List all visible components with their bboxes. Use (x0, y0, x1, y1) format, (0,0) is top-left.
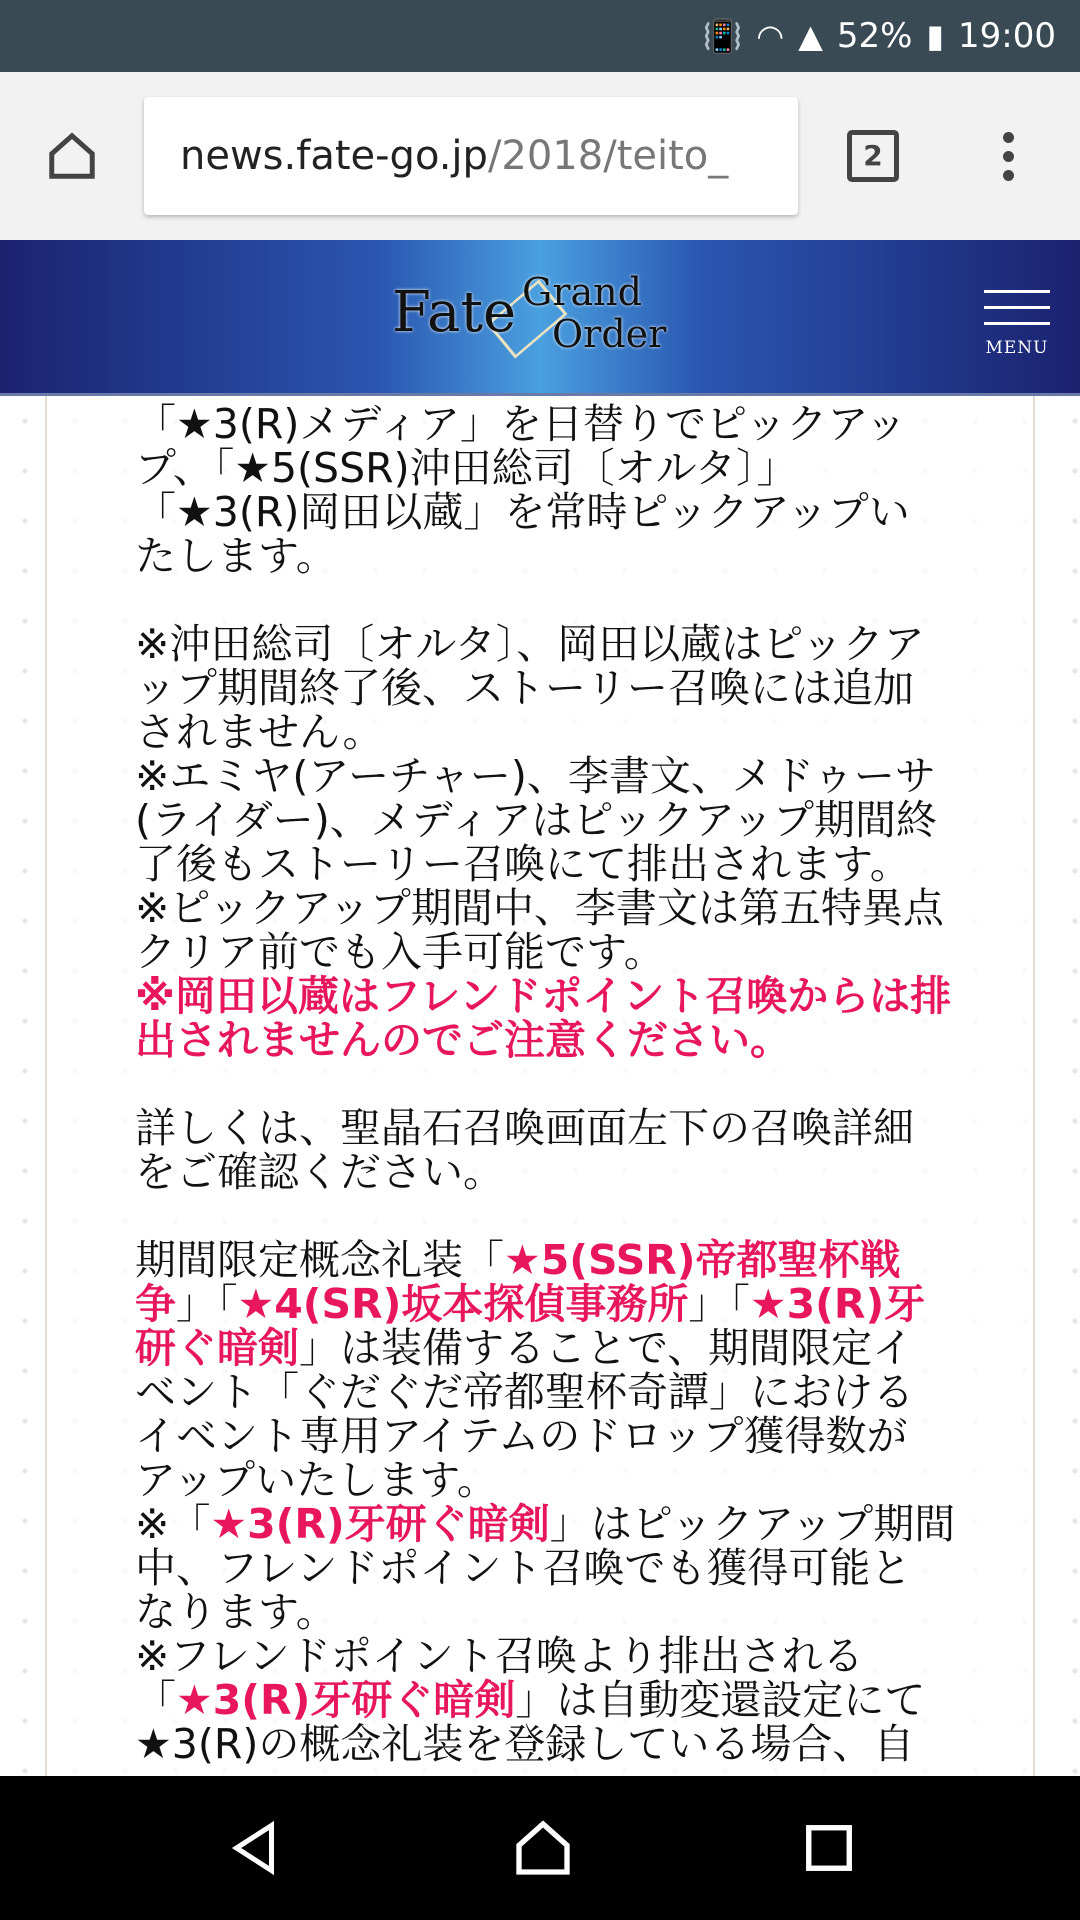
highlight-text: ★3(R)牙研ぐ暗剣 (176, 1676, 516, 1724)
text-line (135, 886, 955, 930)
text-line (135, 578, 955, 622)
browser-toolbar (0, 72, 1080, 240)
text-line: プ、「★5(SSR)沖田総司〔オルタ〕」 (135, 444, 798, 492)
body-text: アップいたします。 (135, 1456, 498, 1504)
menu-button[interactable] (984, 290, 1050, 358)
highlight-text: ★3(R)牙 (749, 1280, 926, 1328)
more-options-button[interactable] (948, 132, 1068, 181)
url-field[interactable] (144, 97, 798, 215)
text-line (135, 1194, 955, 1238)
body-text: ※エミヤ(アーチャー)、李書文、メドゥーサ (135, 752, 936, 800)
body-text: ベント「ぐだぐだ帝都聖杯奇譚」における (135, 1368, 914, 1416)
body-text: なります。 (135, 1588, 337, 1636)
highlight-text: 出されませんのでご注意ください。 (135, 1016, 791, 1064)
body-text: 中、フレンドポイント召喚でも獲得可能と (135, 1544, 912, 1592)
body-text: されません。 (135, 708, 384, 756)
body-text: ※ピックアップ期間中、李書文は第五特異点 (135, 884, 944, 932)
text-line (135, 1678, 955, 1722)
text-line: 「★3(R)岡田以蔵」を常時ピックアップい (135, 488, 910, 536)
text-line (135, 710, 955, 754)
battery-charging-icon: ▮ (926, 17, 945, 55)
home-button[interactable] (0, 129, 144, 183)
back-icon[interactable] (224, 1818, 284, 1878)
highlight-text: 研ぐ暗剣 (135, 1324, 299, 1372)
status-bar (0, 0, 1080, 72)
body-text: ※沖田総司〔オルタ〕、岡田以蔵はピックア (135, 620, 925, 668)
text-line (135, 1150, 955, 1194)
body-text: 」はピックアップ期間 (549, 1500, 956, 1548)
body-text: 詳しくは、聖晶石召喚画面左下の召喚詳細 (135, 1104, 914, 1152)
body-text: たします。 (135, 532, 337, 580)
body-text: イベント専用アイテムのドロップ獲得数が (135, 1412, 908, 1460)
battery-percent: 52% (836, 16, 913, 56)
text-line (135, 798, 955, 842)
text-line (135, 1282, 955, 1326)
android-nav-bar (0, 1776, 1080, 1920)
text-line (135, 974, 955, 1018)
text-line (135, 842, 955, 886)
body-text: 」「 (688, 1280, 750, 1328)
body-text: 」は装備することで、期間限定イ (299, 1324, 914, 1372)
url-path: /2018/teito_ (487, 133, 729, 179)
text-line (135, 1326, 955, 1370)
text-line (135, 1370, 955, 1414)
text-line (135, 1634, 955, 1678)
body-text: をご確認ください。 (135, 1148, 504, 1196)
text-line (135, 666, 955, 710)
url-domain: news.fate-go.jp (180, 133, 488, 179)
body-text: (ライダー)、メディアはピックアップ期間終 (135, 796, 937, 844)
text-line (135, 1458, 955, 1502)
body-text: 」は自動変還設定にて (515, 1676, 926, 1724)
text-line (135, 1546, 955, 1590)
clock: 19:00 (958, 16, 1056, 56)
home-icon[interactable] (511, 1816, 575, 1880)
body-text: 「 (135, 1676, 176, 1724)
text-line (135, 1238, 955, 1282)
text-line (135, 1722, 955, 1766)
signal-icon: ▲ (798, 17, 823, 55)
text-line (135, 754, 955, 798)
text-line (135, 534, 955, 578)
vibrate-icon: 📳 (702, 17, 743, 55)
text-line (135, 1106, 955, 1150)
body-text: ップ期間終了後、ストーリー召喚には追加 (135, 664, 914, 712)
hamburger-icon (984, 290, 1050, 293)
body-text: ※フレンドポイント召喚より排出される (135, 1632, 864, 1680)
highlight-text: ※岡田以蔵はフレンドポイント召喚からは排 (135, 972, 952, 1020)
highlight-text: ★5(SSR)帝都聖杯戦 (504, 1236, 901, 1284)
tab-switcher-button[interactable] (798, 130, 948, 182)
tab-count: 2 (847, 130, 899, 182)
body-text: ★3(R)の概念礼装を登録している場合、自 (135, 1720, 915, 1768)
text-line: 「★3(R)メディア」を日替りでピックアッ (135, 400, 907, 448)
site-header (0, 240, 1080, 396)
body-text: 了後もストーリー召喚にて排出されます。 (135, 840, 911, 888)
text-line (135, 1590, 955, 1634)
wifi-icon: ◠ (756, 17, 785, 55)
text-line (135, 1018, 955, 1062)
text-line (135, 622, 955, 666)
text-line (135, 1062, 955, 1106)
highlight-text: ★4(SR)坂本探偵事務所 (237, 1280, 689, 1328)
fgo-logo[interactable]: Fate Grand Order (392, 272, 692, 372)
menu-label: MENU (985, 338, 1049, 358)
text-line (135, 1502, 955, 1546)
article-text (135, 402, 955, 1766)
text-line (135, 930, 955, 974)
page-content[interactable] (0, 396, 1080, 1776)
body-text: 期間限定概念礼装「 (135, 1236, 504, 1284)
highlight-text: ★3(R)牙研ぐ暗剣 (210, 1500, 550, 1548)
home-icon (45, 129, 99, 183)
text-line (135, 1414, 955, 1458)
body-text: 」「 (176, 1280, 238, 1328)
recents-icon[interactable] (802, 1821, 856, 1875)
highlight-text: 争 (135, 1280, 176, 1328)
body-text: ※「 (135, 1500, 211, 1548)
body-text: クリア前でも入手可能です。 (135, 928, 665, 976)
